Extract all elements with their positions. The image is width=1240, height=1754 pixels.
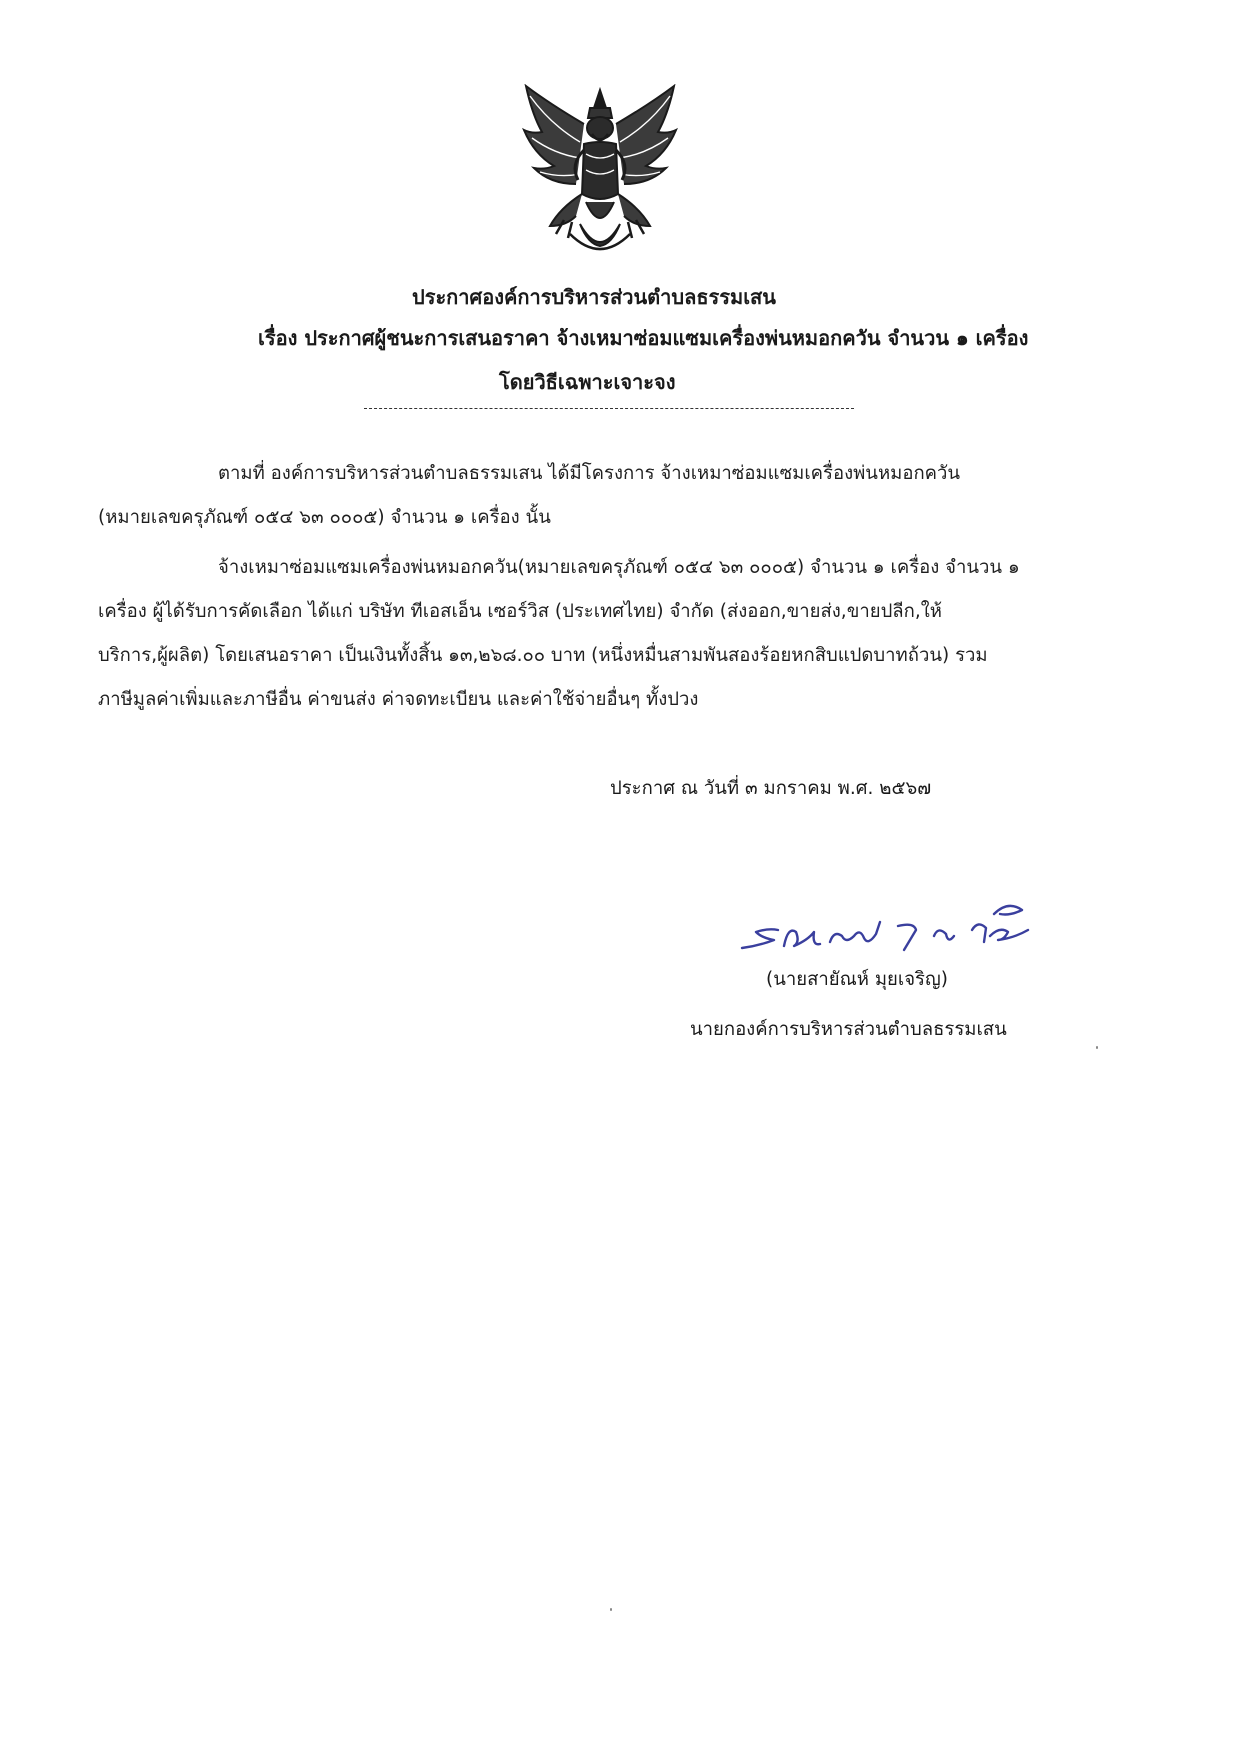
announcement-method: โดยวิธีเฉพาะเจาะจง bbox=[499, 370, 676, 394]
body-paragraph-2-line-1: จ้างเหมาซ่อมแซมเครื่องพ่นหมอกควัน(หมายเลขครุภัณฑ์ ๐๕๔ ๖๓ ๐๐๐๕) จำนวน ๑ เครื่อง จำนวน ๑ bbox=[218, 557, 1020, 578]
signer-name: (นายสายัณห์ มุยเจริญ) bbox=[766, 969, 948, 990]
body-paragraph-2-line-3: บริการ,ผู้ผลิต) โดยเสนอราคา เป็นเงินทั้งสิ้น ๑๓,๒๖๘.๐๐ บาท (หนึ่งหมื่นสามพันสองร้อยหกสิบแปดบาทถ้วน) รวม bbox=[98, 645, 988, 666]
signer-title: นายกองค์การบริหารส่วนตำบลธรรมเสน bbox=[690, 1019, 1007, 1040]
handwritten-signature-icon bbox=[738, 896, 1038, 966]
header-divider bbox=[364, 408, 854, 409]
body-paragraph-2-line-4: ภาษีมูลค่าเพิ่มและภาษีอื่น ค่าขนส่ง ค่าจดทะเบียน และค่าใช้จ่ายอื่นๆ ทั้งปวง bbox=[98, 689, 699, 710]
body-paragraph-2-line-2: เครื่อง ผู้ได้รับการคัดเลือก ได้แก่ บริษัท ทีเอสเอ็น เซอร์วิส (ประเทศไทย) จำกัด (ส่งออก,ขายส่ง,ขายปลีก,ให้ bbox=[98, 601, 942, 622]
scan-speck bbox=[610, 1608, 612, 1611]
body-paragraph-1-line-2: (หมายเลขครุภัณฑ์ ๐๕๔ ๖๓ ๐๐๐๕) จำนวน ๑ เครื่อง นั้น bbox=[98, 507, 551, 528]
body-paragraph-1-line-1: ตามที่ องค์การบริหารส่วนตำบลธรรมเสน ได้มีโครงการ จ้างเหมาซ่อมแซมเครื่องพ่นหมอกควัน bbox=[218, 463, 961, 484]
announcement-date: ประกาศ ณ วันที่ ๓ มกราคม พ.ศ. ๒๕๖๗ bbox=[610, 778, 932, 799]
announcement-subject: เรื่อง ประกาศผู้ชนะการเสนอราคา จ้างเหมาซ่อมแซมเครื่องพ่นหมอกควัน จำนวน ๑ เครื่อง bbox=[258, 326, 1029, 350]
scan-speck bbox=[1096, 1046, 1098, 1049]
announcement-title: ประกาศองค์การบริหารส่วนตำบลธรรมเสน bbox=[412, 285, 776, 309]
garuda-emblem-icon bbox=[520, 84, 680, 262]
